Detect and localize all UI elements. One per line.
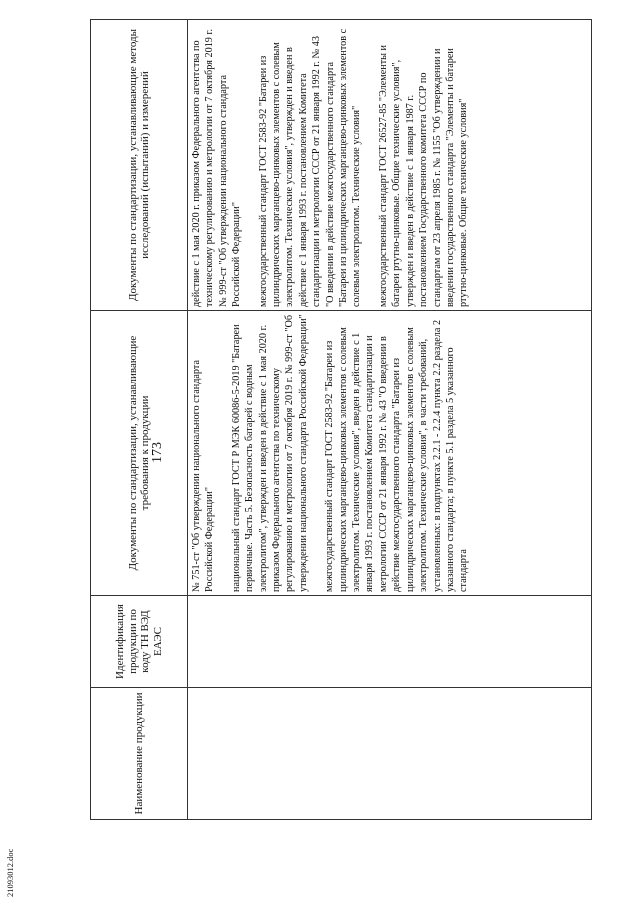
header-methods-docs: Документы по стандартизации, устанавливающие методы исследований (испытаний) и измерений — [91, 20, 188, 311]
requirements-entry-1: № 751-ст "Об утверждении национального стандарта Российской Федерации" — [191, 360, 216, 592]
methods-entry-3: межгосударственный стандарт ГОСТ 26527-85 "Элементы и батареи ртутно-цинковые. Общие технические условия", утвержден и введен в действие с 1 января 1987 г. постановлением Государственного комитета СССР по стандартам от 23 апреля 1985 г. № 1155 "Об утверждении и введении государственного стандарта "Элементы и батареи ртутно-цинковые. Общие технические условия" — [377, 45, 470, 307]
header-hs-code: Идентификация продукции по коду ТН ВЭД ЕАЭС — [91, 596, 188, 688]
table-row — [188, 20, 592, 820]
methods-entry-2: межгосударственный стандарт ГОСТ 2583-92 "Батареи из цилиндрических марганцево-цинковых элементов с солевым электролитом. Технические условия", утвержден и введен в действие с 1 января 1993 г. постановлением Комитета стандартизации и метрологии СССР от 21 января 1992 г. № 43 "О введении в действие межгосударственного стандарта "Батареи из цилиндрических марганцево-цинковых элементов с солевым электролитом. Технические условия" — [257, 28, 363, 307]
header-product-name: Наименование продукции — [91, 688, 188, 820]
standards-table — [90, 19, 592, 820]
cell-methods — [188, 20, 592, 311]
document-code: 21093012.doc — [5, 848, 15, 897]
cell-product-name — [188, 688, 592, 820]
header-requirements-docs: Документы по стандартизации, устанавливающие требования к продукции — [91, 311, 188, 596]
methods-entry-1: действие с 1 мая 2020 г. приказом Федерального агентства по техническому регулированию и метрологии от 7 октября 2019 г. № 999-ст "Об утверждении национального стандарта Российской Федерации" — [191, 28, 243, 307]
cell-hs-code — [188, 596, 592, 688]
requirements-entry-3: межгосударственный стандарт ГОСТ 2583-92 "Батареи из цилиндрических марганцево-цинковых элементов с солевым электролитом. Технические условия", введен в действие с 1 января 1993 г. постановлением Комитета стандартизации и метрологии СССР от 21 января 1992 г. № 43 "О введении в действие межгосударственного стандарта "Батареи из цилиндрических марганцево-цинковых элементов с солевым электролитом. Технические условия", в части требований, установленных: в подпунктах 2.2.1 - 2.2.4 пункта 2.2 раздела 2 указанного стандарта; в пункте 5.1 раздела 5 указанного стандарта — [324, 319, 470, 592]
page-number: 173 — [150, 442, 165, 463]
cell-requirements — [188, 311, 592, 596]
table-header-row — [91, 20, 188, 820]
requirements-entry-2: национальный стандарт ГОСТ Р МЭК 60086-5-2019 "Батареи первичные. Часть 5. Безопасность батарей с водным электролитом", утвержден и введен в действие с 1 мая 2020 г. приказом Федерального агентства по техническому регулированию и метрологии от 7 октября 2019 г. № 999-ст "Об утверждении национального стандарта Российской Федерации" — [230, 314, 309, 592]
